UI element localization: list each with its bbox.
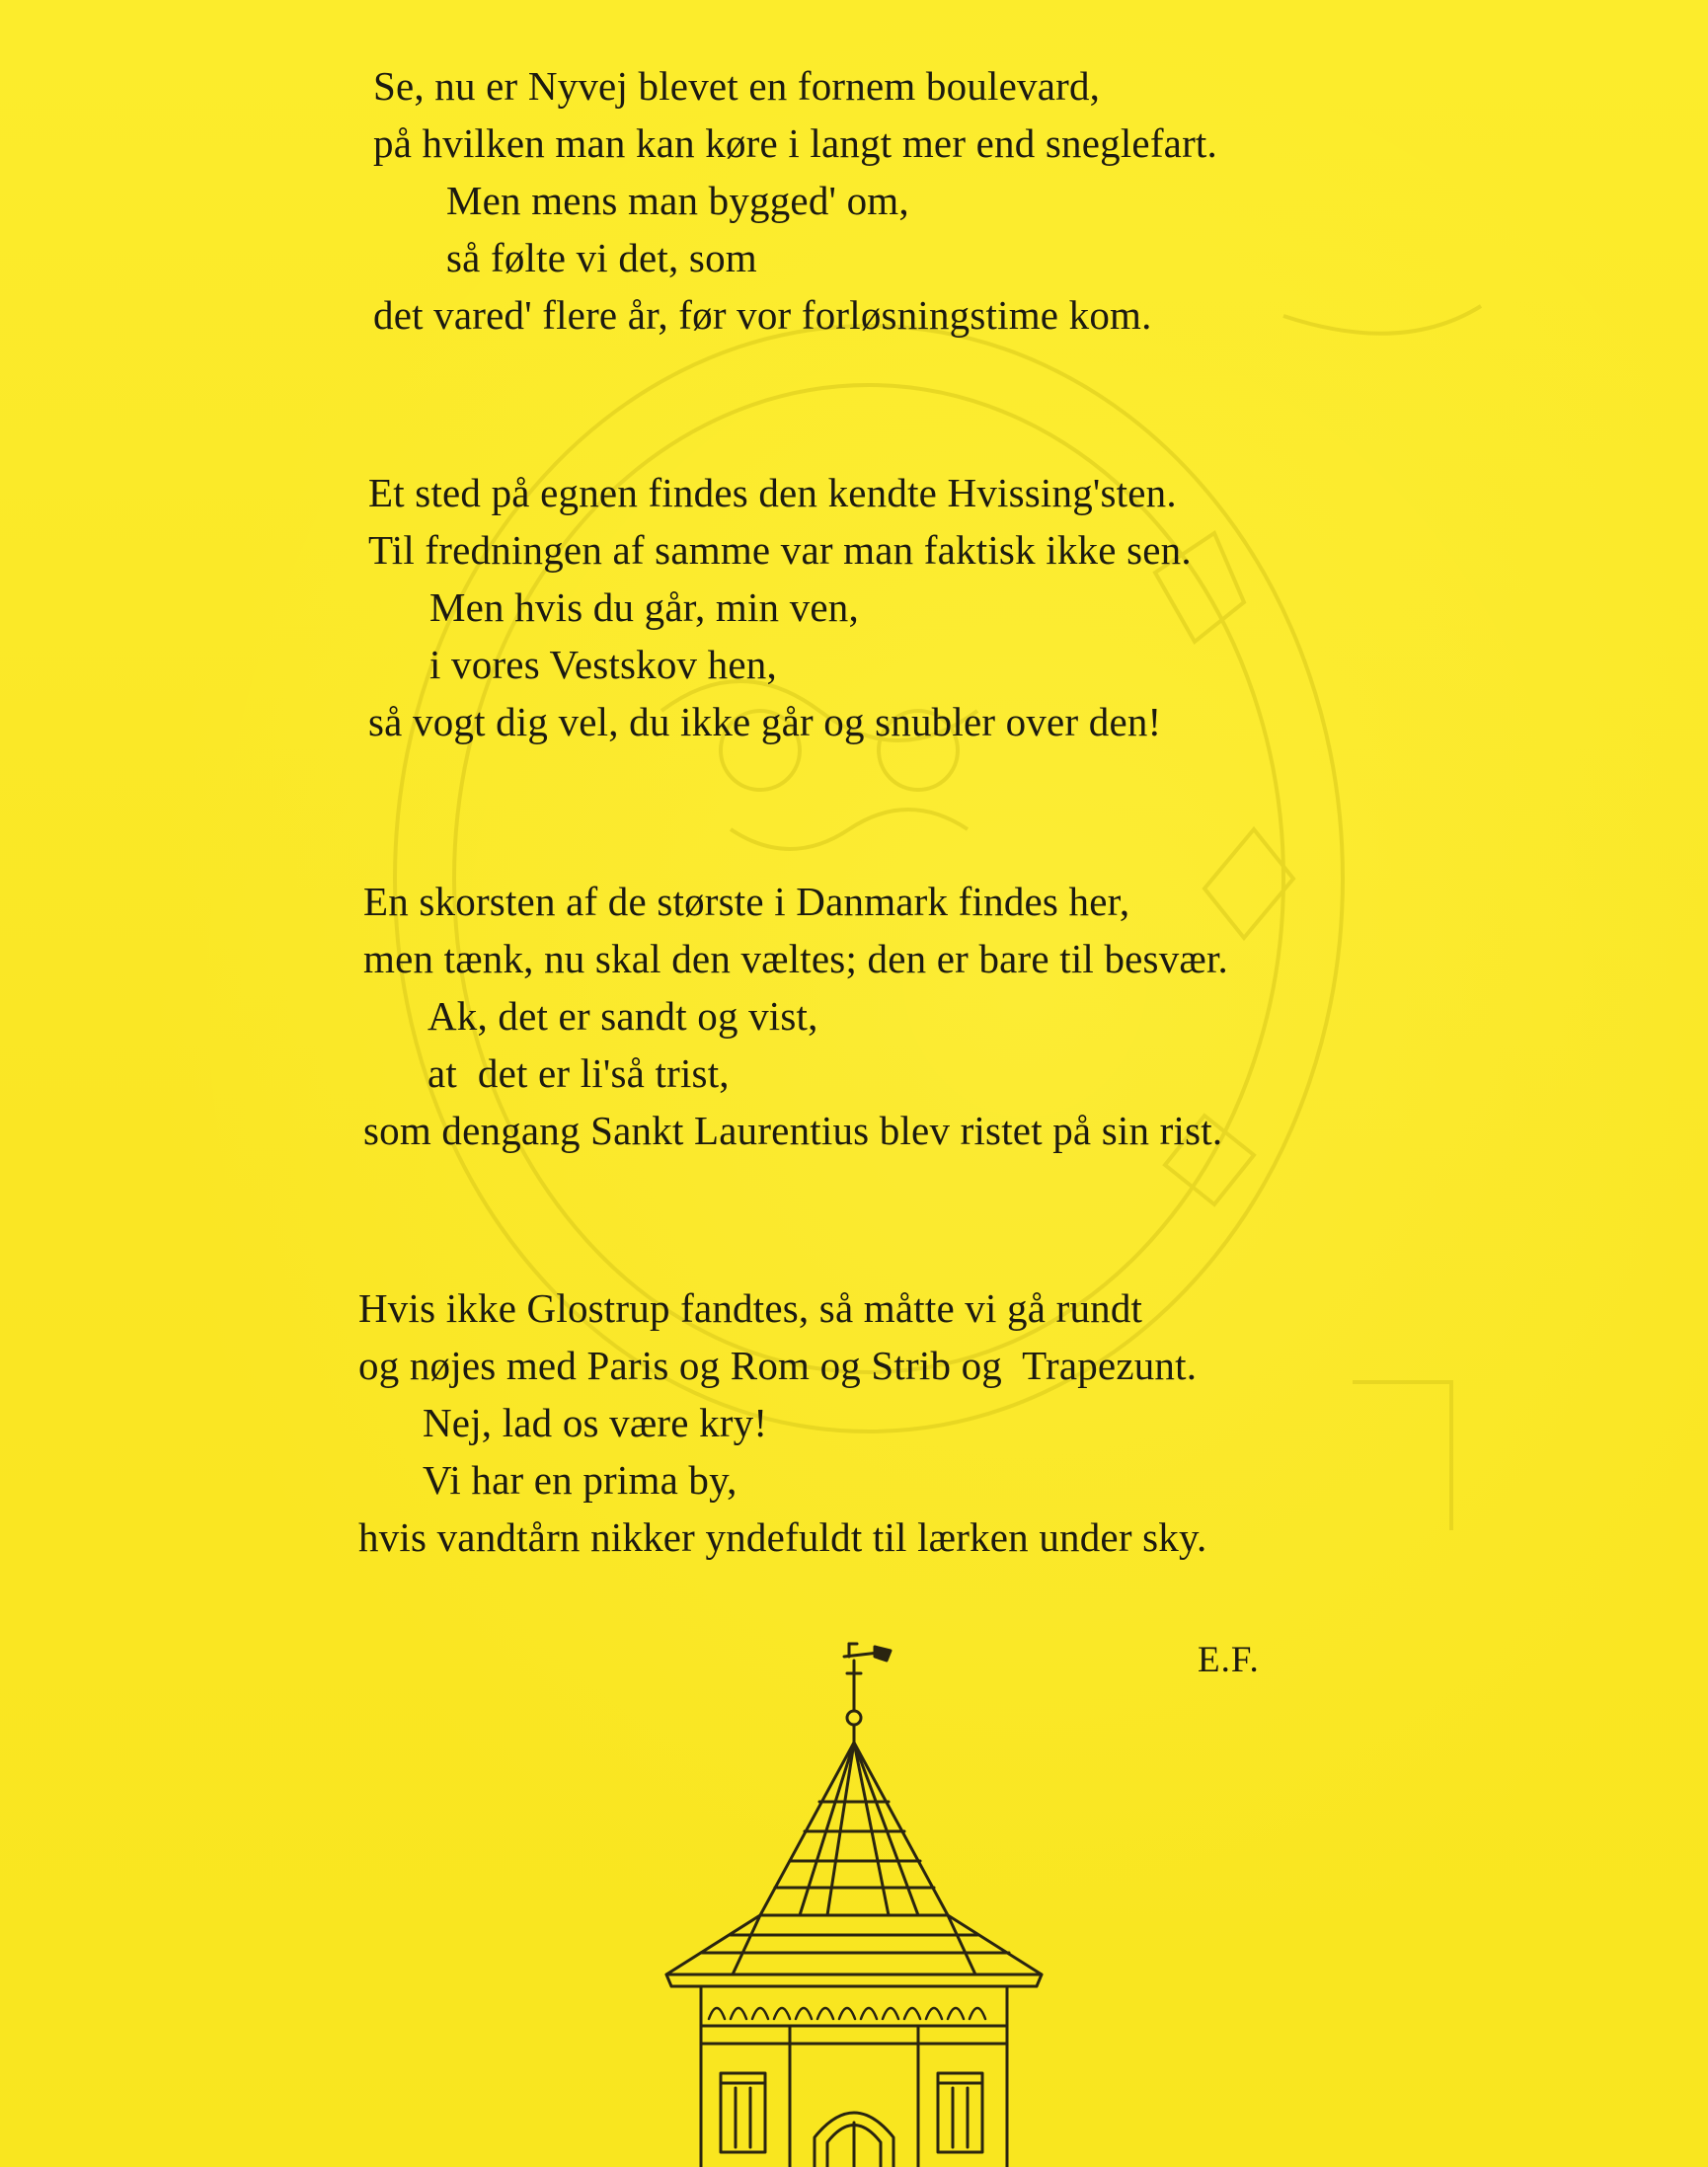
poem-line-indented: Nej, lad os være kry!: [423, 1400, 768, 1445]
poem-line-indented: Vi har en prima by,: [423, 1457, 738, 1503]
poem-line-indented: så følte vi det, som: [446, 235, 757, 280]
poem-line: men tænk, nu skal den væltes; den er bare til besvær.: [363, 936, 1229, 981]
poem-line: på hvilken man kan køre i langt mer end sneglefart.: [373, 120, 1217, 166]
poem-line-indented: i vores Vestskov hen,: [429, 642, 777, 687]
author-signature: E.F.: [1198, 1640, 1260, 1680]
poem-line-indented: at det er li'så trist,: [427, 1050, 730, 1096]
poem-line: Et sted på egnen findes den kendte Hvissing'sten.: [368, 470, 1177, 515]
poem-line-indented: Ak, det er sandt og vist,: [427, 993, 818, 1039]
poem-line: Til fredningen af samme var man faktisk ikke sen.: [368, 527, 1192, 573]
poem-line: En skorsten af de største i Danmark findes her,: [363, 879, 1130, 924]
stanza-1: [373, 57, 1217, 344]
poem-line: Hvis ikke Glostrup fandtes, så måtte vi gå rundt: [358, 1285, 1143, 1331]
poem-line: så vogt dig vel, du ikke går og snubler over den!: [368, 699, 1162, 744]
poem-line: som dengang Sankt Laurentius blev ristet på sin rist.: [363, 1108, 1223, 1153]
stanza-3: [363, 873, 1228, 1159]
poem-line: hvis vandtårn nikker yndefuldt til lærken under sky.: [358, 1514, 1207, 1560]
poem-line-indented: Men mens man bygged' om,: [446, 178, 909, 223]
stanza-2: [368, 464, 1192, 750]
stanza-4: [358, 1279, 1206, 1566]
poem-line: det vared' flere år, før vor forløsningstime kom.: [373, 292, 1152, 338]
poem-line: og nøjes med Paris og Rom og Strib og Trapezunt.: [358, 1343, 1198, 1388]
poem-line: Se, nu er Nyvej blevet en fornem boulevard,: [373, 63, 1101, 109]
water-tower-drawing-icon: [642, 1639, 1076, 2167]
poem-line-indented: Men hvis du går, min ven,: [429, 584, 859, 630]
